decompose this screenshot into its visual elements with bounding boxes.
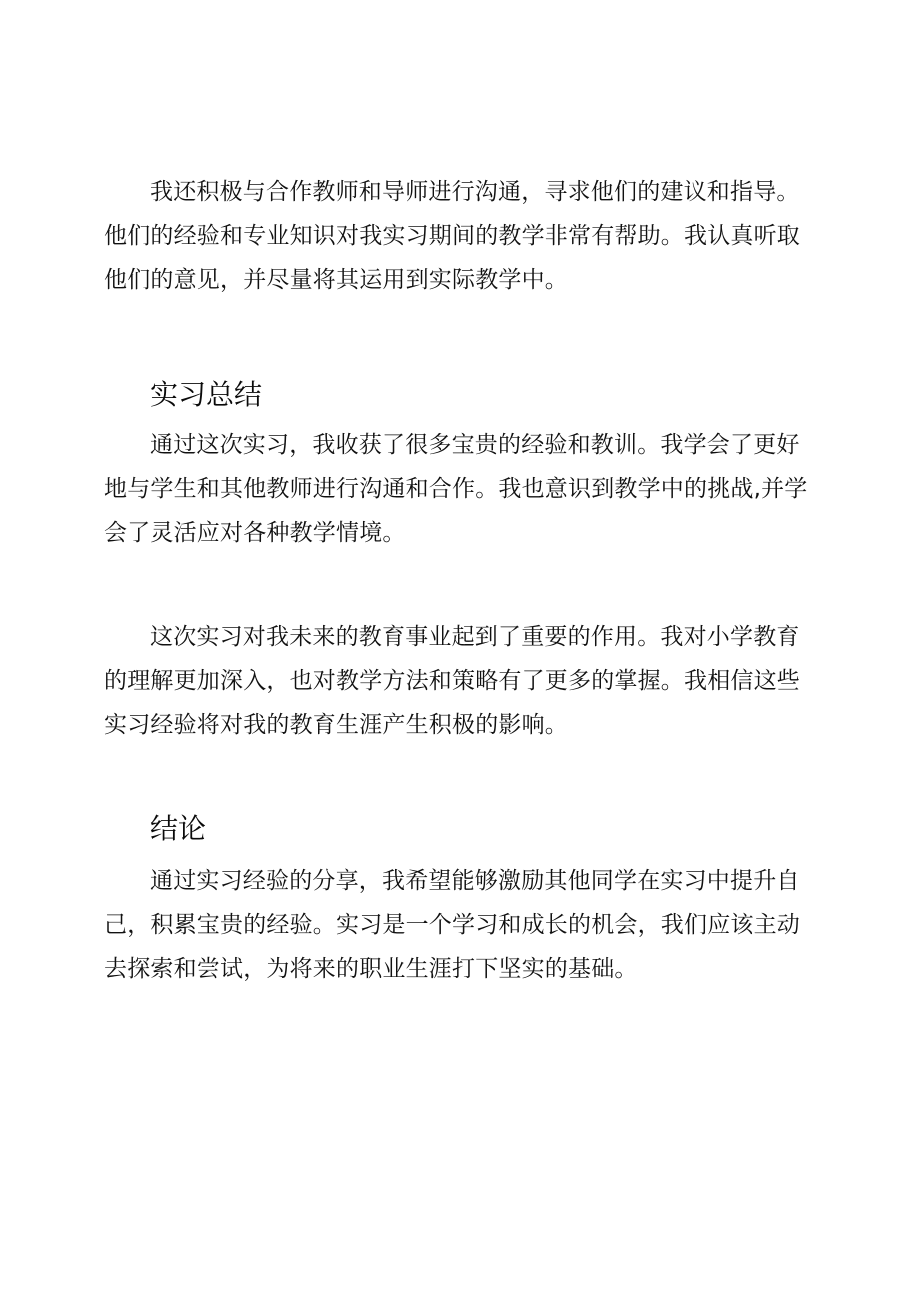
paragraph-conclusion [104,859,816,991]
paragraph-line: 地与学生和其他教师进行沟通和合作。我也意识到教学中的挑战,并学 [104,476,808,502]
paragraph-line: 的理解更加深入，也对教学方法和策略有了更多的掌握。我相信这些 [104,668,800,694]
paragraph-line: 通过实习经验的分享，我希望能够激励其他同学在实习中提升自 [150,868,800,894]
paragraph-line: 会了灵活应对各种教学情境。 [104,520,406,546]
paragraph-communication [104,170,816,302]
paragraph-line: 这次实习对我未来的教育事业起到了重要的作用。我对小学教育 [150,624,800,650]
paragraph-line: 实习经验将对我的教育生涯产生积极的影响。 [104,712,568,738]
paragraph-line: 去探索和尝试，为将来的职业生涯打下坚实的基础。 [104,956,638,982]
paragraph-line: 我还积极与合作教师和导师进行沟通，寻求他们的建议和指导。 [150,179,800,205]
paragraph-line: 己，积累宝贵的经验。实习是一个学习和成长的机会，我们应该主动 [104,912,800,938]
paragraph-line: 通过这次实习，我收获了很多宝贵的经验和教训。我学会了更好 [150,432,800,458]
paragraph-line: 他们的经验和专业知识对我实习期间的教学非常有帮助。我认真听取 [104,223,800,249]
paragraph-summary-gains [104,423,816,555]
paragraph-summary-impact [104,615,816,747]
paragraph-line: 他们的意见，并尽量将其运用到实际教学中。 [104,267,568,293]
section-heading-summary: 实习总结 [150,378,263,411]
section-heading-conclusion: 结论 [150,812,207,845]
